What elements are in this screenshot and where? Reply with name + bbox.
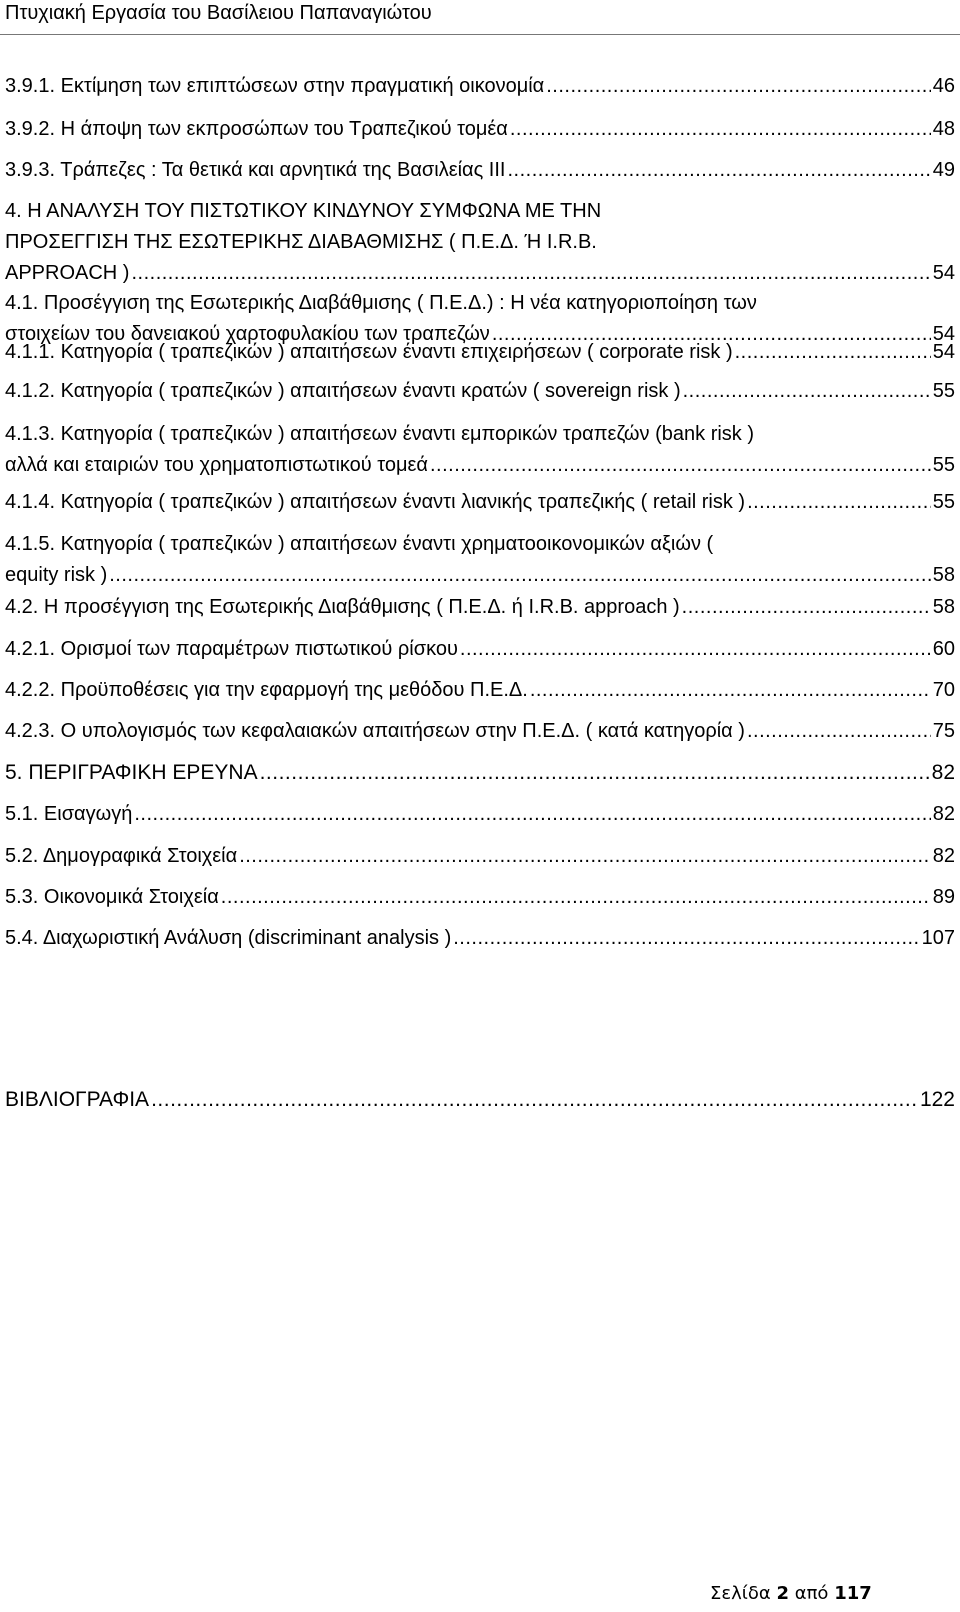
toc-entry-text: 4.1.2. Κατηγορία ( τραπεζικών ) απαιτήσεων έναντι κρατών ( sovereign risk ) — [5, 380, 681, 402]
toc-entry[interactable] — [5, 118, 960, 140]
toc-page-number: 48 — [932, 118, 955, 140]
footer-current-page: 2 — [776, 1583, 789, 1604]
toc-entry-text: 4.2.1. Ορισμοί των παραμέτρων πιστωτικού ρίσκου — [5, 638, 458, 660]
toc-page-number: 122 — [919, 1088, 955, 1111]
toc-entry[interactable] — [5, 720, 960, 742]
toc-page-number: 89 — [932, 886, 955, 908]
header-divider — [0, 34, 960, 35]
toc-leader-dots — [134, 803, 930, 825]
toc-entry[interactable] — [5, 803, 960, 825]
toc-entry[interactable] — [5, 1089, 960, 1111]
toc-page-number: 49 — [932, 159, 955, 181]
toc-entry-text: ΒΙΒΛΙΟΓΡΑΦΙΑ — [5, 1088, 150, 1111]
toc-entry[interactable] — [5, 159, 960, 181]
toc-leader-dots — [735, 341, 931, 363]
toc-page-number: 70 — [932, 679, 955, 701]
toc-leader-dots — [453, 927, 919, 949]
toc-page-number: 58 — [932, 596, 955, 618]
toc-entry-text: 4.2.2. Προϋποθέσεις για την εφαρμογή της μεθόδου Π.Ε.Δ. — [5, 679, 528, 701]
toc-leader-dots — [683, 380, 931, 402]
footer-prefix: Σελίδα — [710, 1583, 771, 1604]
header-title: Πτυχιακή Εργασία του Βασίλειου Παπαναγιώτου — [5, 2, 432, 24]
toc-page-number: 46 — [932, 75, 955, 97]
toc-entry-text: ΠΡΟΣΕΓΓΙΣΗ ΤΗΣ ΕΣΩΤΕΡΙΚΗΣ ΔΙΑΒΑΘΜΙΣΗΣ ( Π.Ε.Δ. Ή I.R.B. — [5, 231, 597, 253]
toc-entry[interactable] — [5, 380, 960, 402]
toc-entry-text: 5.4. Διαχωριστική Ανάλυση (discriminant analysis ) — [5, 927, 452, 949]
toc-page-number: 54 — [932, 323, 955, 345]
toc-leader-dots — [430, 454, 931, 476]
toc-leader-dots — [221, 886, 931, 908]
toc-entry-text: 4.1.1. Κατηγορία ( τραπεζικών ) απαιτήσεων έναντι επιχειρήσεων ( corporate risk ) — [5, 341, 733, 363]
toc-entry[interactable] — [5, 491, 960, 513]
toc-entry-text: 4. Η ΑΝΑΛΥΣΗ ΤΟΥ ΠΙΣΤΩΤΙΚΟΥ ΚΙΝΔΥΝΟΥ ΣΥΜΦΩΝΑ ΜΕ ΤΗΝ — [5, 200, 602, 222]
toc-entry[interactable] — [5, 886, 960, 908]
toc-entry-text: 3.9.3. Τράπεζες : Τα θετικά και αρνητικά της Βασιλείας ΙΙΙ — [5, 159, 506, 181]
toc-entry[interactable] — [5, 423, 960, 476]
toc-page-number: 107 — [921, 927, 955, 949]
toc-entry-text: 4.1. Προσέγγιση της Εσωτερικής Διαβάθμισης ( Π.Ε.Δ.) : Η νέα κατηγοριοποίηση των — [5, 292, 757, 314]
footer-middle: από — [794, 1583, 829, 1604]
toc-page-number: 58 — [932, 564, 955, 586]
toc-entry-text: 4.1.5. Κατηγορία ( τραπεζικών ) απαιτήσεων έναντι χρηματοοικονομικών αξιών ( — [5, 533, 714, 555]
toc-entry-text: APPROACH ) — [5, 262, 130, 284]
toc-leader-dots — [260, 762, 930, 784]
toc-leader-dots — [747, 491, 931, 513]
toc-entry-text: 5. ΠΕΡΙΓΡΑΦΙΚΗ ΕΡΕΥΝΑ — [5, 761, 258, 784]
toc-entry-text: 5.3. Οικονομικά Στοιχεία — [5, 886, 219, 908]
toc-page-number: 75 — [932, 720, 955, 742]
toc-entry-text: 5.2. Δημογραφικά Στοιχεία — [5, 845, 238, 867]
toc-page-number: 82 — [932, 845, 955, 867]
toc-entry-text: 4.1.3. Κατηγορία ( τραπεζικών ) απαιτήσεων έναντι εμπορικών τραπεζών (bank risk ) — [5, 423, 755, 445]
page-header — [0, 0, 960, 34]
toc-page-number: 60 — [932, 638, 955, 660]
toc-leader-dots — [507, 159, 930, 181]
page-footer — [710, 1583, 872, 1604]
toc-entry[interactable] — [5, 292, 960, 345]
toc-entry[interactable] — [5, 200, 960, 284]
toc-page-number: 55 — [932, 491, 955, 513]
toc-leader-dots — [460, 638, 931, 660]
toc-entry[interactable] — [5, 596, 960, 618]
toc-page-number: 55 — [932, 454, 955, 476]
toc-entry[interactable] — [5, 845, 960, 867]
toc-leader-dots — [530, 679, 931, 701]
toc-entry-text: equity risk ) — [5, 564, 108, 586]
toc-leader-dots — [239, 845, 931, 867]
toc-entry[interactable] — [5, 927, 960, 949]
toc-entry-text: στοιχείων του δανειακού χαρτοφυλακίου των τραπεζών — [5, 323, 490, 345]
toc-entry-text: 3.9.1. Εκτίμηση των επιπτώσεων στην πραγματική οικονομία — [5, 75, 545, 97]
toc-entry-text: 5.1. Εισαγωγή — [5, 803, 133, 825]
toc-entry[interactable] — [5, 75, 960, 97]
toc-leader-dots — [747, 720, 931, 742]
toc-entry[interactable] — [5, 533, 960, 586]
toc-leader-dots — [131, 262, 930, 284]
toc-page-number: 54 — [932, 341, 955, 363]
toc-leader-dots — [682, 596, 931, 618]
toc-entry-text: αλλά και εταιριών του χρηματοπιστωτικού τομεά — [5, 454, 428, 476]
toc-page-number: 55 — [932, 380, 955, 402]
toc-entry-text: 4.1.4. Κατηγορία ( τραπεζικών ) απαιτήσεων έναντι λιανικής τραπεζικής ( retail risk ) — [5, 491, 746, 513]
toc-leader-dots — [151, 1089, 918, 1111]
toc-page-number: 82 — [932, 803, 955, 825]
toc-entry-text: 4.2.3. Ο υπολογισμός των κεφαλαιακών απαιτήσεων στην Π.Ε.Δ. ( κατά κατηγορία ) — [5, 720, 745, 742]
toc-leader-dots — [109, 564, 931, 586]
toc-entry[interactable] — [5, 679, 960, 701]
toc-entry-text: 4.2. Η προσέγγιση της Εσωτερικής Διαβάθμισης ( Π.Ε.Δ. ή I.R.B. approach ) — [5, 596, 680, 618]
footer-total-pages: 117 — [834, 1583, 872, 1604]
toc-page-number: 82 — [931, 761, 955, 784]
toc-entry-text: 3.9.2. Η άποψη των εκπροσώπων του Τραπεζικού τομέα — [5, 118, 508, 140]
toc-leader-dots — [546, 75, 931, 97]
toc-leader-dots — [510, 118, 931, 140]
toc-entry[interactable] — [5, 638, 960, 660]
toc-entry[interactable] — [5, 762, 960, 784]
toc-entry[interactable] — [5, 341, 960, 363]
toc-page-number: 54 — [932, 262, 955, 284]
